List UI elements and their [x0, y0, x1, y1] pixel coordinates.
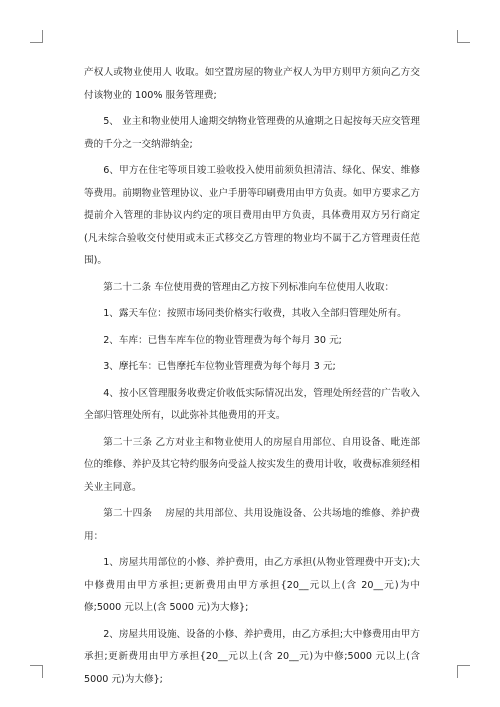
paragraph-item-6: 6、甲方在住宅等项目竣工验收投入使用前须负担清洁、绿化、保安、维修等费用。前期物业管理协议、业户手册等印刷费用由甲方负责。如甲方要求乙方提前介入管理的非协议内约定的项目费用由甲方负责，具体费用双方另行商定(凡未综合验收交付使用或未正式移交乙方管理的物业均不属于乙方管理责任范围)。 — [84, 165, 420, 266]
crop-mark-top-left — [30, 30, 43, 43]
paragraph-parking-2: 2、车库：已售车库车位的物业管理费为每个每月 30 元; — [103, 334, 342, 346]
paragraph-continuation: 产权人或物业使用人 收取。如空置房屋的物业产权人为甲方则甲方须向乙方交付该物业的 100% 服务管理费; — [84, 67, 420, 101]
paragraph-parking-4: 4、按小区管理服务收费定价收低实际情况出发，管理处所经营的广告收入全部归管理处所有，以此弥补其他费用的开支。 — [84, 387, 420, 421]
article-22-heading: 第二十二条 车位使用费的管理由乙方按下列标准向车位使用人收取： — [103, 281, 395, 293]
paragraph-parking-1: 1、露天车位：按照市场同类价格实行收费，其收入全部归管理处所有。 — [103, 308, 407, 319]
crop-mark-bottom-right — [457, 665, 470, 678]
paragraph-item-5: 5、 业主和物业使用人逾期交纳物业管理费的从逾期之日起按每天应交管理费的千分之一交纳滞纳金; — [84, 116, 420, 150]
crop-mark-top-right — [457, 30, 470, 43]
article-23: 第二十三条 乙方对业主和物业使用人的房屋自用部位、自用设备、毗连部位的维修、养护及其它特约服务向受益人按实发生的费用计收，收费标准须经相关业主同意。 — [84, 436, 420, 493]
crop-mark-bottom-left — [30, 665, 43, 678]
paragraph-repair-1: 1、房屋共用部位的小修、养护费用，由乙方承担(从物业管理费中开支);大中修费用由甲方承担;更新费用由甲方承担{20__元以上(含 20__元)为中修;5000 元以上(含 5000 元)为大修}; — [84, 557, 420, 613]
paragraph-repair-2: 2、房屋共用设施、设备的小修、养护费用，由乙方承担;大中修费用由甲方承担;更新费用由甲方承担{20__元以上(含 20__元)为中修;5000 元以上(含 5000 元)为大修}; — [84, 628, 420, 685]
document-body — [84, 62, 420, 695]
article-24-heading: 第二十四条 房屋的共用部位、共用设施设备、公共场地的维修、养护费用： — [84, 508, 420, 542]
paragraph-parking-3: 3、摩托车：已售摩托车位物业管理费为每个每月 3 元; — [103, 361, 336, 372]
